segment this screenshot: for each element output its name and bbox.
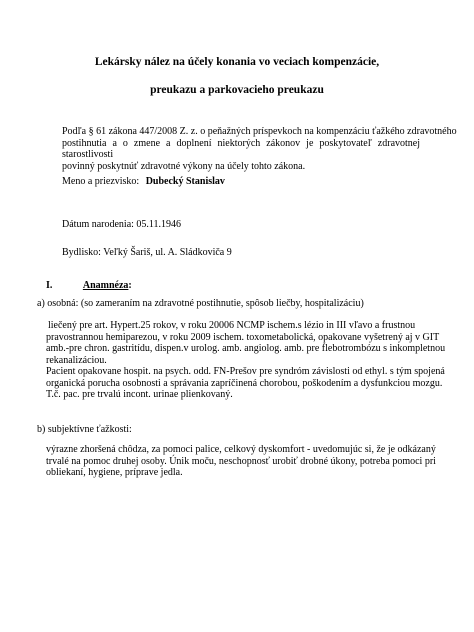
name-row: [62, 176, 225, 188]
intro-line: Podľa § 61 zákona 447/2008 Z. z. o peňažných príspevkoch na kompenzáciu ťažkého zdravotného: [62, 126, 457, 137]
section-colon: :: [128, 280, 132, 291]
birth-value: 05.11.1946: [136, 219, 182, 230]
document-title-line-2: preukazu a parkovacieho preukazu: [150, 84, 324, 96]
intro-line: povinný poskytnúť zdravotné výkony na účely tohto zákona.: [62, 160, 306, 172]
anamnesis-line: rekanalizáciou.: [46, 354, 107, 366]
complaints-line: obliekaní, hygiene, príprave jedla.: [46, 467, 183, 478]
name-value: Dubecký Stanislav: [145, 176, 225, 187]
complaints-line: trvalé na pomoc druhej osoby. Únik moču, neschopnosť urobiť drobné úkony, potreba pomoci pri: [46, 455, 436, 467]
anamnesis-line: amb.-pre chron. gastritídu, dispen.v urolog. amb. angiolog. amb. pre flebotrombózu s inkompletnou: [46, 343, 446, 354]
document-title-line-1: Lekársky nález na účely konania vo veciach kompenzácie,: [94, 56, 380, 68]
section-heading: [46, 280, 132, 292]
address-row: [62, 247, 232, 259]
birth-label: Dátum narodenia:: [62, 219, 134, 230]
intro-paragraph: [62, 126, 457, 172]
anamnesis-line: pravostrannou hemiparezou, v roku 2009 ischem. toxometabolická, opakovane vyšetrený aj v GIT: [46, 331, 440, 343]
birth-row: [62, 219, 181, 231]
subsection-a-heading: [37, 298, 364, 310]
name-label: Meno a priezvisko:: [62, 176, 140, 187]
anamnesis-line: liečený pre art. Hypert.25 rokov, v roku 20006 NCMP ischem.s lézio in III vľavo a frustnou: [48, 320, 416, 331]
personal-anamnesis-text: [46, 320, 446, 401]
subsection-b-heading: b) subjektívne ťažkosti:: [37, 424, 132, 435]
subjective-complaints-text: [46, 444, 440, 479]
anamnesis-line: organická porucha osobnosti a správania zapríčinená chorobou, poškodením a dysfunkciou mozgu.: [46, 377, 443, 389]
subsection-a-label: a) osobná:: [37, 298, 79, 309]
complaints-line: výrazne zhoršená chôdza, za pomoci palice, celkový dyskomfort - uvedomujúc si, že je odkázaný: [46, 444, 436, 455]
subsection-a-description: (so zameraním na zdravotné postihnutie, spôsob liečby, hospitalizáciu): [80, 298, 364, 309]
intro-line: postihnutia a o zmene a doplnení niektorých zákonov je poskytovateľ zdravotnej starostlivosti: [62, 137, 420, 160]
address-value: Veľký Šariš, ul. A. Sládkoviča 9: [103, 247, 232, 258]
anamnesis-line: Pacient opakovane hospit. na psych. odd. FN-Prešov pre syndróm závislosti od ethyl. s tým spojená: [46, 366, 445, 377]
address-label: Bydlisko:: [62, 247, 101, 258]
section-number: I.: [46, 280, 53, 291]
anamnesis-line: T.č. pac. pre trvalú incont. urinae plienkovaný.: [46, 389, 233, 400]
section-title: Anamnéza: [82, 280, 129, 291]
